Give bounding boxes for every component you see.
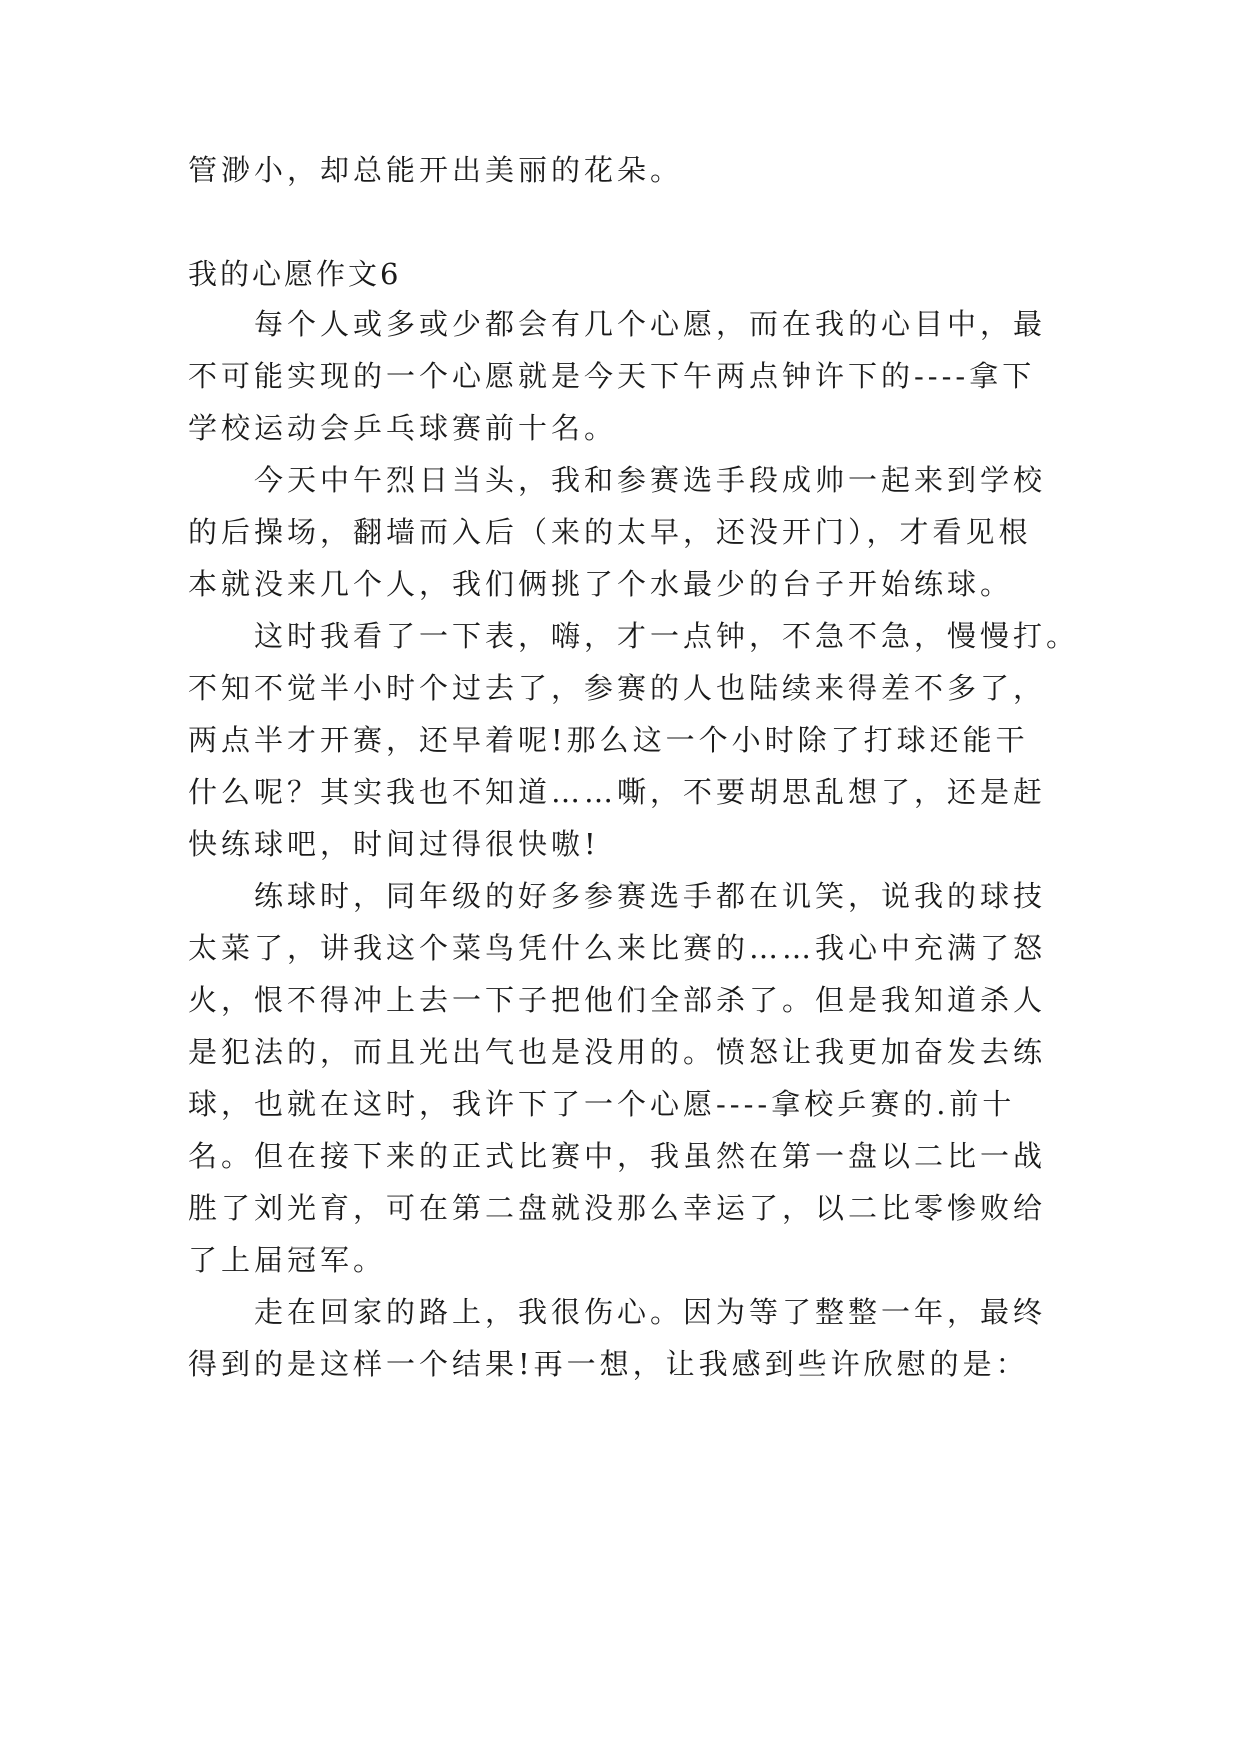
text-line: 学校运动会乒乓球赛前十名。 xyxy=(188,411,618,445)
section-heading: 我的心愿作文6 xyxy=(188,257,402,291)
text-line: 太菜了，讲我这个菜鸟凭什么来比赛的……我心中充满了怒 xyxy=(188,931,1047,965)
text-line: 不知不觉半小时个过去了，参赛的人也陆续来得差不多了， xyxy=(188,671,1047,705)
document-page xyxy=(188,0,1080,1754)
text-line: 本就没来几个人，我们俩挑了个水最少的台子开始练球。 xyxy=(188,567,1014,601)
text-line: 什么呢？其实我也不知道……嘶，不要胡思乱想了，还是赶 xyxy=(188,775,1047,809)
text-line: 走在回家的路上，我很伤心。因为等了整整一年，最终 xyxy=(254,1295,1047,1329)
text-line: 得到的是这样一个结果!再一想，让我感到些许欣慰的是： xyxy=(188,1347,1029,1381)
text-line: 是犯法的，而且光出气也是没用的。愤怒让我更加奋发去练 xyxy=(188,1035,1047,1069)
text-line: 球，也就在这时，我许下了一个心愿----拿校乒赛的.前十 xyxy=(188,1087,1016,1121)
text-line: 今天中午烈日当头，我和参赛选手段成帅一起来到学校 xyxy=(254,463,1047,497)
text-line: 了上届冠军。 xyxy=(188,1243,387,1277)
text-line: 胜了刘光育，可在第二盘就没那么幸运了，以二比零惨败给 xyxy=(188,1191,1047,1225)
text-line: 练球时，同年级的好多参赛选手都在讥笑，说我的球技 xyxy=(254,879,1047,913)
text-line: 这时我看了一下表，嗨，才一点钟，不急不急，慢慢打。 xyxy=(254,619,1080,653)
text-line: 的后操场，翻墙而入后（来的太早，还没开门），才看见根 xyxy=(188,515,1032,549)
text-line: 每个人或多或少都会有几个心愿，而在我的心目中，最 xyxy=(254,307,1047,341)
text-line: 不可能实现的一个心愿就是今天下午两点钟许下的----拿下 xyxy=(188,359,1036,393)
text-line: 两点半才开赛，还早着呢!那么这一个小时除了打球还能干 xyxy=(188,723,1029,757)
text-line: 名。但在接下来的正式比赛中，我虽然在第一盘以二比一战 xyxy=(188,1139,1047,1173)
text-line: 快练球吧，时间过得很快嗷! xyxy=(188,827,600,861)
text-line: 管渺小，却总能开出美丽的花朵。 xyxy=(188,153,684,187)
text-line: 火，恨不得冲上去一下子把他们全部杀了。但是我知道杀人 xyxy=(188,983,1047,1017)
